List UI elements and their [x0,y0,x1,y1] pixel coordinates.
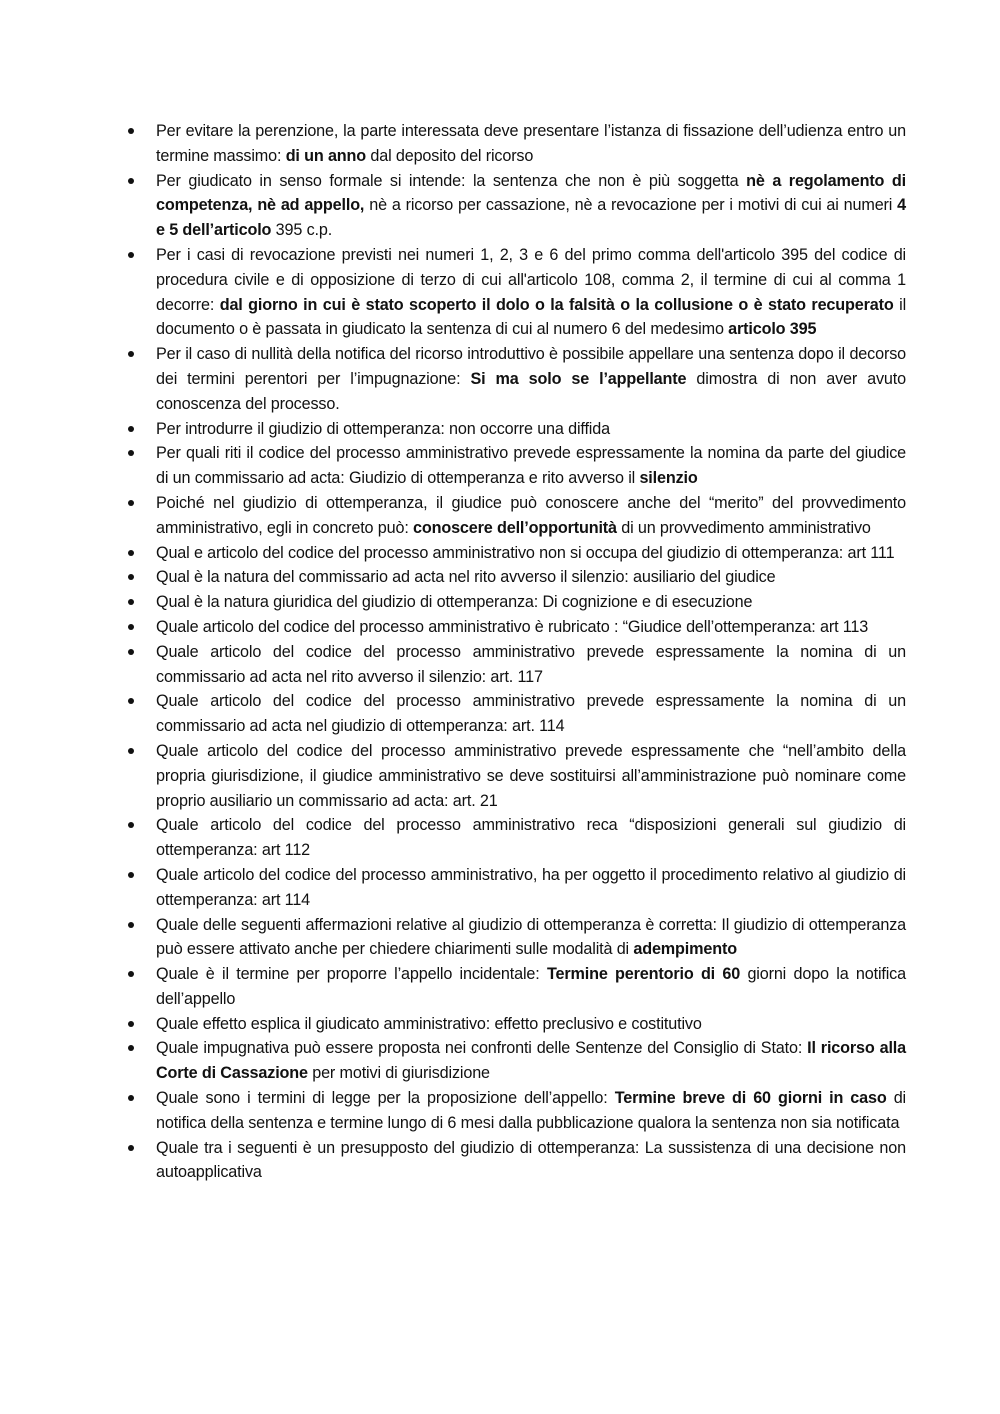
list-item [128,417,906,442]
bullet-icon [128,971,134,977]
list-item [128,1136,906,1186]
list-item [128,689,906,739]
list-item [128,1012,906,1037]
text-run: Quale è il termine per proporre l’appello incidentale: [156,965,547,984]
bullet-icon [128,574,134,580]
list-item [128,541,906,566]
bold-text: conoscere dell’opportunità [413,518,617,537]
text-run: Quale articolo del codice del processo amministrativo reca “disposizioni generali sul giudizio di ottemperanza: art 112 [156,816,906,860]
text-run: Per i casi di revocazione previsti nei numeri 1, 2, 3 e 6 del primo comma dell'articolo 395 del codice di procedura civile e di opposizione di terzo di cui all'articolo 108, comma 2, il termine di cui al comma 1 decorre: [156,245,906,314]
list-item-text [156,816,906,859]
bullet-icon [128,624,134,630]
text-run: Quale articolo del codice del processo amministrativo prevede espressamente che “nell’ambito della propria giurisdizione, il giudice amministrativo se deve sostituirsi all’amministrazione può nominare come proprio ausiliario un commissario ad acta: art. 21 [156,741,906,810]
text-run: Per evitare la perenzione, la parte interessata deve presentare l’istanza di fissazione dell’udienza entro un termine massimo: [156,122,906,165]
text-run: per motivi di giurisdizione [307,1064,490,1083]
list-item [128,491,906,541]
text-run: Quale effetto esplica il giudicato amministrativo: effetto preclusivo e costitutivo [156,1014,702,1033]
list-item [128,615,906,640]
list-item-text [156,1139,906,1182]
bullet-icon [128,649,134,655]
bold-text: articolo 395 [728,320,817,339]
text-run: nè a ricorso per cassazione, nè a revocazione per i motivi di cui ai numeri [364,196,898,215]
bullet-icon [128,426,134,432]
text-run: Per quali riti il codice del processo amministrativo prevede espressamente la nomina da parte del giudice di un commissario ad acta: Giudizio di ottemperanza e rito avverso il [156,444,906,488]
bold-text: dal giorno in cui è stato scoperto il dolo o la falsità o la collusione o è stato recuperato [219,295,894,314]
bullet-icon [128,748,134,754]
bullet-list [128,119,906,1185]
list-item [128,342,906,416]
list-item [128,441,906,491]
list-item [128,169,906,243]
list-item-text [156,643,906,686]
bullet-icon [128,922,134,928]
list-item-text [156,420,610,438]
text-run: Qual è la natura giuridica del giudizio di ottemperanza: Di cognizione e di esecuzione [156,593,753,612]
bullet-icon [128,500,134,506]
list-item-text [156,246,906,338]
bold-text: Termine breve di 60 giorni in caso [614,1089,887,1108]
bold-text: nè a regolamento di competenza, nè ad appello, [156,171,906,215]
text-run: Quale articolo del codice del processo amministrativo, ha per oggetto il procedimento relativo al giudizio di ottemperanza: art 114 [156,865,906,909]
list-item-text [156,965,906,1008]
bold-text: Si ma solo se l’appellante [470,369,687,388]
list-item-text [156,1089,906,1132]
list-item-text [156,544,894,562]
list-item [128,119,906,169]
list-item [128,962,906,1012]
bullet-icon [128,450,134,456]
text-run: dimostra di non aver avuto conoscenza del processo. [156,369,906,413]
bullet-icon [128,351,134,357]
list-item [128,565,906,590]
bold-text: 4 e 5 dell’articolo [156,196,907,240]
bold-text: silenzio [639,469,698,488]
list-item [128,590,906,615]
list-item-text [156,618,868,636]
text-run: Quale impugnativa può essere proposta nei confronti delle Sentenze del Consiglio di Stato: [156,1039,808,1058]
list-item-text [156,593,752,611]
bullet-icon [128,599,134,605]
bullet-icon [128,1145,134,1151]
list-item-text [156,494,906,537]
bullet-icon [128,698,134,704]
list-item [128,1036,906,1086]
bold-text: Termine perentorio di 60 [546,965,741,984]
list-item-text [156,568,775,586]
list-item-text [156,122,906,165]
bold-text: adempimento [633,940,737,959]
list-item [128,739,906,813]
bullet-icon [128,178,134,184]
text-run: Qual è la natura del commissario ad acta nel rito avverso il silenzio: ausiliario del giudice [156,568,776,587]
list-item [128,913,906,963]
text-run: dal deposito del ricorso [366,146,534,165]
bullet-icon [128,252,134,258]
list-item-text [156,866,906,909]
list-item-text [156,345,906,413]
text-run: Qual e articolo del codice del processo amministrativo non si occupa del giudizio di ottemperanza: art 111 [156,543,895,562]
list-item-text [156,444,906,487]
text-run: Quale sono i termini di legge per la proposizione dell’appello: [156,1089,615,1108]
text-run: di un provvedimento amministrativo [616,518,871,537]
text-run: Quale articolo del codice del processo amministrativo prevede espressamente la nomina di un commissario ad acta nel giudizio di ottemperanza: art. 114 [156,692,906,736]
list-item [128,813,906,863]
text-run: giorni dopo la notifica dell’appello [156,965,906,1008]
text-run: di notifica della sentenza e termine lungo di 6 mesi dalla pubblicazione qualora la sentenza non sia notificata [156,1089,906,1132]
bullet-icon [128,1095,134,1101]
list-item [128,640,906,690]
bullet-icon [128,550,134,556]
list-item-text [156,692,906,735]
list-item-text [156,1015,702,1033]
list-item-text [156,916,906,959]
list-item-text [156,742,906,810]
text-run: Quale articolo del codice del processo amministrativo è rubricato : “Giudice dell’ottemperanza: art 113 [156,617,869,636]
text-run: Per introdurre il giudizio di ottemperanza: non occorre una diffida [156,419,610,438]
text-run: il documento o è passata in giudicato la sentenza di cui al numero 6 del medesimo [156,295,907,339]
list-item-text [156,1039,906,1082]
text-run: Quale delle seguenti affermazioni relative al giudizio di ottemperanza è corretta: Il giudizio di ottemperanza può essere attivato anche per chiedere chiarimenti sulle modalità di [156,915,906,959]
bullet-icon [128,872,134,878]
bold-text: di un anno [285,146,367,165]
list-item-text [156,172,906,240]
list-item [128,863,906,913]
text-run: Poiché nel giudizio di ottemperanza, il giudice può conoscere anche del “merito” del provvedimento amministrativo, egli in concreto può: [156,493,906,537]
bullet-icon [128,822,134,828]
bold-text: Il ricorso alla Corte di Cassazione [156,1039,906,1083]
text-run: Quale articolo del codice del processo amministrativo prevede espressamente la nomina di un commissario ad acta nel rito avverso il silenzio: art. 117 [156,642,906,686]
list-item [128,1086,906,1136]
bullet-icon [128,1021,134,1027]
text-run: Per giudicato in senso formale si intende: la sentenza che non è più soggetta [156,171,747,190]
bullet-icon [128,1045,134,1051]
text-run: Per il caso di nullità della notifica del ricorso introduttivo è possibile appellare una sentenza dopo il decorso dei termini perentori per l’impugnazione: [156,345,906,388]
bullet-icon [128,128,134,134]
list-item [128,243,906,342]
text-run: Quale tra i seguenti è un presupposto del giudizio di ottemperanza: La sussistenza di una decisione non autoapplicativa [156,1138,906,1182]
text-run: 395 c.p. [271,221,333,240]
